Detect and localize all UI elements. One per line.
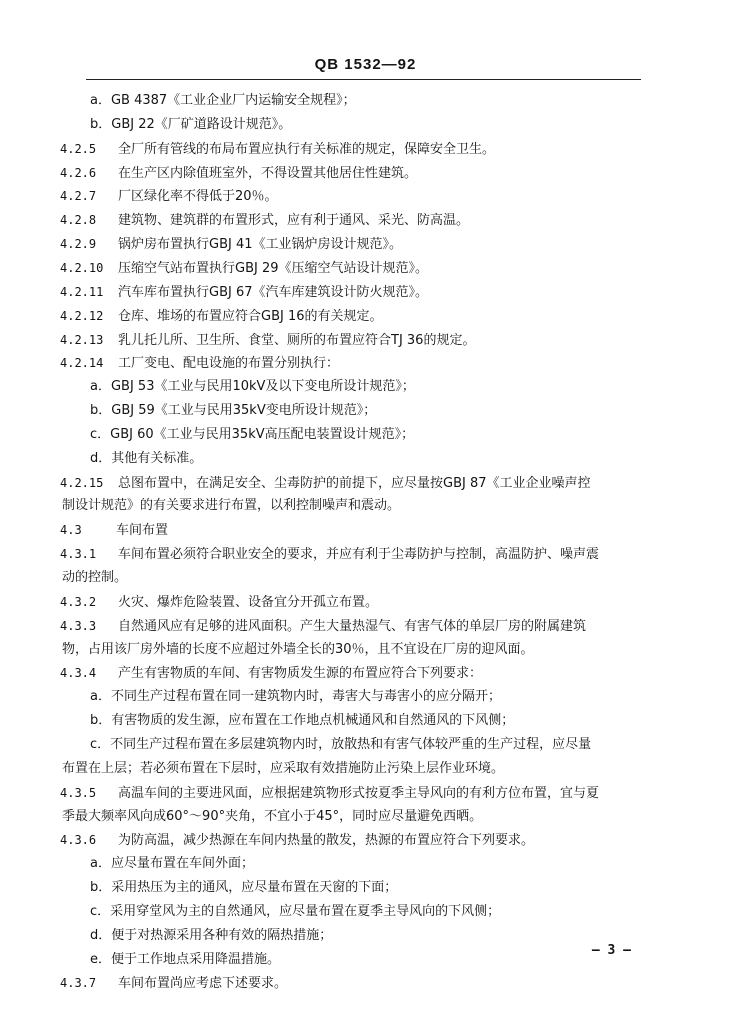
- clause-number: 4.2.8: [60, 213, 97, 228]
- line-text: b．有害物质的发生源，应布置在工作地点机械通风和自然通风的下风侧；: [90, 713, 515, 729]
- line-text: 为防高温，减少热源在车间内热量的散发，热源的布置应符合下列要求。: [118, 833, 535, 849]
- list-item-line: [90, 688, 501, 706]
- list-item-line: [90, 951, 280, 969]
- clause-line: [60, 140, 495, 159]
- line-text: a．GBJ 53《工业与民用10kV及以下变电所设计规范》；: [90, 379, 415, 395]
- line-text: e．便于工作地点采用降温措施。: [90, 951, 280, 967]
- clause-number: 4.3.7: [60, 976, 97, 991]
- line-text: 锅炉房布置执行GBJ 41《工业锅炉房设计规范》。: [118, 237, 403, 253]
- line-text: 工厂变电、配电设施的布置分别执行：: [118, 356, 340, 372]
- line-text: 车间布置必须符合职业安全的要求，并应有利于尘毒防护与控制，高温防护、噪声震: [118, 547, 600, 563]
- line-text: c．采用穿堂风为主的自然通风，应尽量布置在夏季主导风向的下风侧；: [90, 903, 501, 919]
- list-item-line: [62, 641, 534, 659]
- line-text: 布置在上层；若必须布置在下层时，应采取有效措施防止污染上层作业环境。: [62, 760, 505, 776]
- clause-number: 4.2.15: [60, 475, 104, 490]
- clause-line: [60, 474, 591, 493]
- clause-number: 4.3.5: [60, 785, 97, 800]
- clause-line: [60, 331, 475, 350]
- line-text: 产生有害物质的车间、有害物质发生源的布置应符合下列要求：: [118, 666, 483, 682]
- list-item-line: [90, 855, 254, 873]
- list-item-line: [62, 497, 400, 515]
- clause-line: [60, 831, 534, 850]
- line-text: 汽车库布置执行GBJ 67《汽车库建筑设计防火规范》。: [118, 284, 429, 300]
- clause-line: [60, 164, 417, 183]
- clause-line: [60, 545, 599, 564]
- list-item-line: [62, 569, 127, 587]
- clause-number: 4.3.4: [60, 666, 97, 681]
- line-text: 在生产区内除值班室外，不得设置其他居住性建筑。: [118, 165, 418, 181]
- list-item-line: [90, 712, 514, 730]
- clause-number: 4.2.10: [60, 260, 104, 275]
- line-text: c．GBJ 60《工业与民用35kV高压配电装置设计规范》；: [90, 426, 415, 442]
- clause-number: 4.2.13: [60, 332, 104, 347]
- standard-code-header: QB 1532—92: [314, 56, 417, 73]
- list-item-line: [90, 402, 376, 420]
- list-item-line: [90, 116, 291, 134]
- clause-line: [60, 784, 599, 803]
- line-text: d．便于对热源采用各种有效的隔热措施；: [90, 927, 333, 943]
- clause-line: [60, 664, 482, 683]
- list-item-line: [90, 426, 414, 444]
- page-number: — 3 —: [591, 943, 631, 958]
- clause-line: [60, 974, 287, 993]
- list-item-line: [90, 879, 397, 897]
- line-text: b．GBJ 22《厂矿道路设计规范》。: [90, 116, 292, 132]
- line-text: a．应尽量布置在车间外面；: [90, 856, 254, 872]
- line-text: 物，占用该厂房外墙的长度不应超过外墙全长的30％，且不宜设在厂房的迎风面。: [62, 641, 534, 657]
- clause-number: 4.3.1: [60, 547, 97, 562]
- clause-number: 4.2.12: [60, 308, 104, 323]
- list-item-line: [90, 927, 332, 945]
- clause-line: [60, 259, 428, 278]
- line-text: 车间布置: [116, 523, 169, 539]
- line-text: 全厂所有管线的布局布置应执行有关标准的规定，保障安全卫生。: [118, 141, 496, 157]
- line-text: 火灾、爆炸危险装置、设备宜分开孤立布置。: [118, 594, 379, 610]
- clause-line: [60, 307, 383, 326]
- clause-line: [60, 235, 402, 254]
- header-rule: [86, 79, 641, 80]
- clause-number: 4.3.3: [60, 618, 97, 633]
- list-item-line: [62, 760, 504, 778]
- clause-line: [60, 593, 378, 612]
- clause-line: [60, 211, 469, 230]
- list-item-line: [90, 378, 415, 396]
- line-text: 车间布置尚应考虑下述要求。: [118, 976, 288, 992]
- line-text: b．GBJ 59《工业与民用35kV变电所设计规范》；: [90, 403, 377, 419]
- line-text: c．不同生产过程布置在多层建筑物内时，放散热和有害气体较严重的生产过程，应尽量: [90, 736, 592, 752]
- line-text: 厂区绿化率不得低于20％。: [118, 189, 278, 205]
- list-item-line: [90, 450, 202, 468]
- clause-number: 4.3: [60, 523, 82, 538]
- clause-number: 4.3.2: [60, 594, 97, 609]
- clause-number: 4.2.14: [60, 356, 104, 371]
- line-text: 制设计规范》的有关要求进行布置，以利控制噪声和震动。: [62, 498, 401, 514]
- clause-number: 4.2.9: [60, 237, 97, 252]
- line-text: 建筑物、建筑群的布置形式，应有利于通风、采光、防高温。: [118, 213, 470, 229]
- clause-line: [60, 617, 586, 636]
- line-text: 仓库、堆场的布置应符合GBJ 16的有关规定。: [118, 308, 383, 324]
- clause-number: 4.2.5: [60, 141, 97, 156]
- clause-number: 4.3.6: [60, 833, 97, 848]
- clause-line: [60, 283, 428, 302]
- line-text: a．GB 4387《工业企业厂内运输安全规程》；: [90, 93, 356, 108]
- clause-line: [60, 354, 339, 373]
- clause-number: 4.2.7: [60, 189, 97, 204]
- list-item-line: [90, 736, 591, 754]
- line-text: 自然通风应有足够的进风面积。产生大量热湿气、有害气体的单层厂房的附属建筑: [118, 618, 587, 634]
- line-text: 总图布置中，在满足安全、尘毒防护的前提下，应尽量按GBJ 87《工业企业噪声控: [118, 475, 591, 491]
- line-text: 动的控制。: [62, 570, 128, 585]
- list-item-line: [62, 808, 482, 826]
- line-text: b．采用热压为主的通风，应尽量布置在天窗的下面；: [90, 880, 398, 896]
- clause-line: [60, 187, 278, 206]
- list-item-line: [90, 903, 500, 921]
- line-text: d．其他有关标准。: [90, 450, 203, 466]
- line-text: 压缩空气站布置执行GBJ 29《压缩空气站设计规范》。: [118, 260, 429, 276]
- clause-line: [60, 521, 168, 540]
- line-text: a．不同生产过程布置在同一建筑物内时，毒害大与毒害小的应分隔开；: [90, 689, 501, 705]
- line-text: 乳儿托儿所、卫生所、食堂、厕所的布置应符合TJ 36的规定。: [118, 332, 476, 348]
- clause-number: 4.2.6: [60, 165, 97, 180]
- list-item-line: [90, 92, 356, 110]
- line-text: 高温车间的主要进风面，应根据建筑物形式按夏季主导风向的有利方位布置，宜与夏: [118, 785, 600, 801]
- clause-number: 4.2.11: [60, 284, 104, 299]
- line-text: 季最大频率风向成60°～90°夹角，不宜小于45°，同时应尽量避免西晒。: [62, 808, 483, 824]
